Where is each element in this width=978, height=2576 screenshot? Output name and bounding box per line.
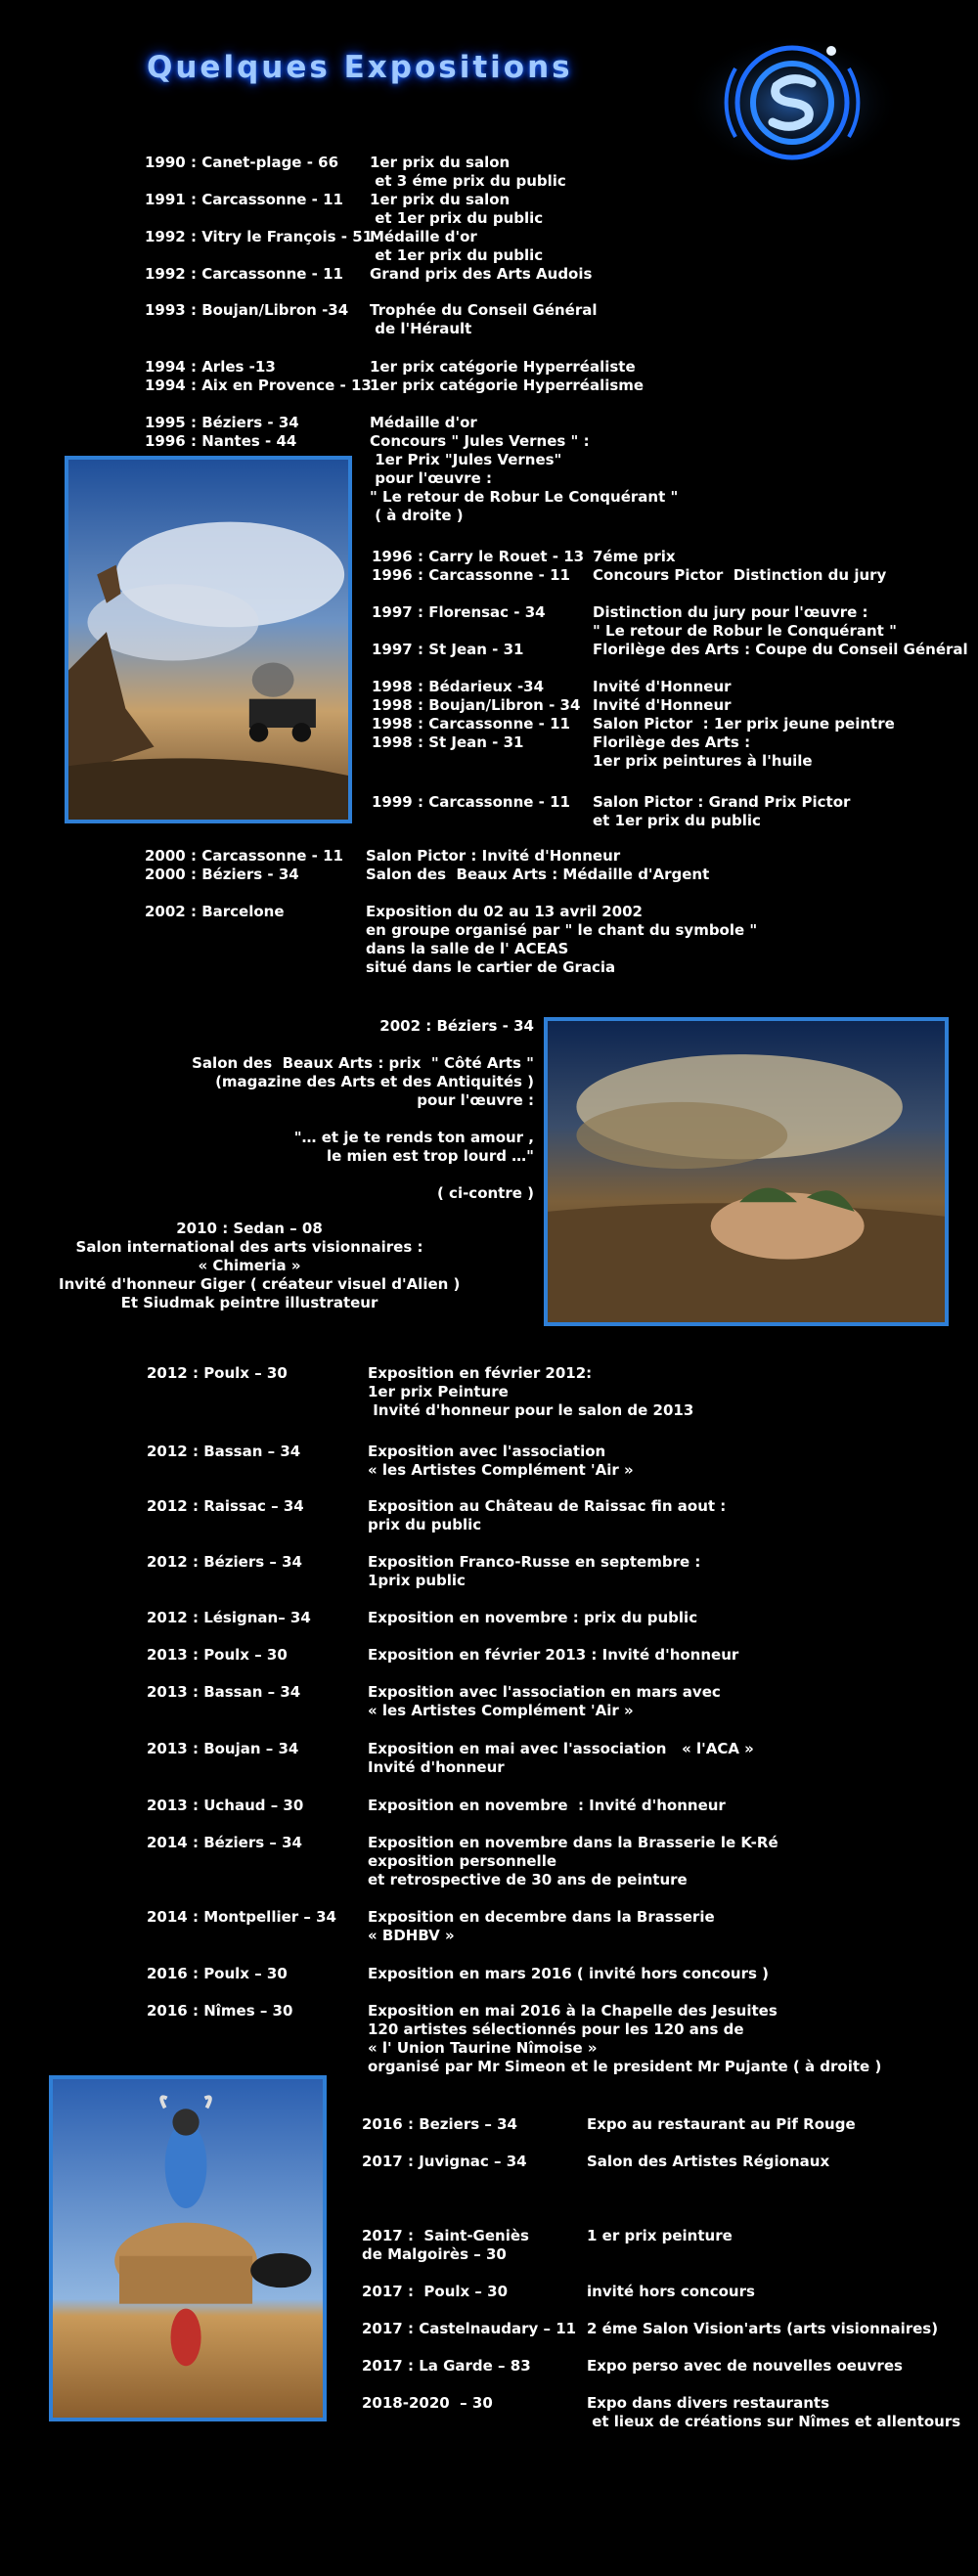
entry-place: 2013 : Bassan – 34 — [147, 1683, 301, 1701]
entry-place: 1998 : Bédarieux -34 — [372, 678, 545, 695]
entry-place: 2012 : Poulx – 30 — [147, 1364, 288, 1382]
entry-description: 1er prix du salon et 1er prix du public — [370, 191, 544, 227]
entry-description: Salon Pictor : 1er prix jeune peintre — [593, 715, 895, 733]
painting-je-te-rends-ton-amour — [544, 1017, 949, 1326]
entry-description: Concours " Jules Vernes " : 1er Prix "Jules Vernes" pour l'œuvre : " Le retour de Robur Le Conquérant " ( à droite ) — [370, 432, 679, 524]
entry-place: 1990 : Canet-plage - 66 — [145, 154, 339, 171]
entry-description: Exposition en novembre dans la Brasserie le K-Ré exposition personnelle et retrospective de 30 ans de peinture — [368, 1834, 778, 1888]
entry-place: 1995 : Béziers - 34 — [145, 414, 299, 431]
entry-description: 1er prix catégorie Hyperréaliste — [370, 358, 636, 376]
entry-description: Concours Pictor Distinction du jury — [593, 566, 887, 584]
entry-place: 2017 : Juvignac – 34 — [362, 2153, 527, 2170]
entry-description: Expo perso avec de nouvelles oeuvres — [587, 2357, 903, 2375]
entry-description: Invité d'Honneur — [593, 696, 732, 714]
entry-description: Exposition en decembre dans la Brasserie « BDHBV » — [368, 1908, 715, 1944]
entry-place: 2012 : Béziers – 34 — [147, 1553, 302, 1571]
entry-description: Expo au restaurant au Pif Rouge — [587, 2115, 856, 2133]
entry-place: 1998 : St Jean - 31 — [372, 733, 524, 751]
entry-description: Exposition en mai avec l'association « l'ACA » Invité d'honneur — [368, 1740, 754, 1776]
page-title: Quelques Expositions — [147, 50, 573, 85]
logo-icon — [675, 29, 900, 176]
entry-description: Expo dans divers restaurants et lieux de créations sur Nîmes et allentours — [587, 2394, 961, 2430]
entry-description: Exposition en février 2012: 1er prix Peinture Invité d'honneur pour le salon de 2013 — [368, 1364, 694, 1419]
entry-description: Exposition avec l'association en mars avec « les Artistes Complément 'Air » — [368, 1683, 721, 1719]
entry-place: 1993 : Boujan/Libron -34 — [145, 301, 349, 319]
entry-description: Distinction du jury pour l'œuvre : " Le retour de Robur le Conquérant " — [593, 603, 897, 640]
entry-place: 1994 : Aix en Provence - 13 — [145, 377, 372, 394]
entry-description: Médaille d'or — [370, 414, 477, 431]
entry-place: 2012 : Lésignan– 34 — [147, 1609, 311, 1626]
entry-place: 2017 : La Garde – 83 — [362, 2357, 531, 2375]
entry-description: Exposition Franco-Russe en septembre : 1prix public — [368, 1553, 701, 1589]
entry-place: 2017 : Castelnaudary – 11 — [362, 2320, 577, 2337]
entry-description: Florilège des Arts : 1er prix peintures à l'huile — [593, 733, 813, 770]
entry-description: Grand prix des Arts Audois — [370, 265, 593, 283]
entry-description: Salon des Beaux Arts : Médaille d'Argent — [366, 866, 710, 883]
entry-place: 2012 : Bassan – 34 — [147, 1443, 301, 1460]
entry-place: 2013 : Boujan – 34 — [147, 1740, 299, 1757]
entry-description: Exposition en novembre : Invité d'honneur — [368, 1797, 726, 1814]
entry-place: 2014 : Montpellier – 34 — [147, 1908, 336, 1926]
entry-description: Exposition en février 2013 : Invité d'honneur — [368, 1646, 739, 1664]
entry-place: 1999 : Carcassonne - 11 — [372, 793, 570, 811]
painting-union-taurine — [49, 2075, 327, 2421]
entry-place: 2013 : Uchaud – 30 — [147, 1797, 304, 1814]
entry-place: 2014 : Béziers – 34 — [147, 1834, 302, 1851]
entry-description: 1er prix catégorie Hyperréalisme — [370, 377, 645, 394]
entry-place: 2016 : Poulx – 30 — [147, 1965, 288, 1982]
entry-place: 1994 : Arles -13 — [145, 358, 276, 376]
entry-place: 2016 : Beziers – 34 — [362, 2115, 517, 2133]
entry-place: 2018-2020 – 30 — [362, 2394, 493, 2412]
entry-place: 2002 : Barcelone — [145, 903, 285, 920]
entry-place: 2012 : Raissac – 34 — [147, 1497, 304, 1515]
entry-description: Trophée du Conseil Général de l'Hérault — [370, 301, 598, 337]
entry-place: 1996 : Nantes - 44 — [145, 432, 297, 450]
entry-place: 2017 : Saint-Geniès de Malgoirès – 30 — [362, 2227, 529, 2263]
entry-description: Exposition en mars 2016 ( invité hors concours ) — [368, 1965, 769, 1982]
entry-place: 2000 : Carcassonne - 11 — [145, 847, 343, 865]
entry-place: 1996 : Carry le Rouet - 13 — [372, 548, 585, 565]
entry-place: 1992 : Carcassonne - 11 — [145, 265, 343, 283]
entry-description: Invité d'Honneur — [593, 678, 732, 695]
entry-place: 1996 : Carcassonne - 11 — [372, 566, 570, 584]
entry-description: 7éme prix — [593, 548, 676, 565]
entry-place: 2017 : Poulx – 30 — [362, 2283, 509, 2300]
entry-description: Exposition au Château de Raissac fin aout : prix du public — [368, 1497, 727, 1533]
entry-place: 2016 : Nîmes – 30 — [147, 2002, 293, 2020]
entry-place: 1998 : Carcassonne - 11 — [372, 715, 570, 733]
entry-description: Salon Pictor : Grand Prix Pictor et 1er prix du public — [593, 793, 851, 829]
entry-description: Salon des Artistes Régionaux — [587, 2153, 830, 2170]
block-2010-text: 2010 : Sedan – 08 Salon international des arts visionnaires : « Chimeria » Invité d'honneur Giger ( créateur visuel d'Alien ) Et Siudmak peintre illustrateur — [59, 1220, 461, 1311]
entry-place: 2013 : Poulx – 30 — [147, 1646, 288, 1664]
entry-description: Médaille d'or et 1er prix du public — [370, 228, 544, 264]
entry-place: 1991 : Carcassonne - 11 — [145, 191, 343, 208]
painting-robur-le-conquerant — [65, 456, 352, 823]
entry-description: 1 er prix peinture — [587, 2227, 733, 2244]
entry-description: Salon Pictor : Invité d'Honneur — [366, 847, 621, 865]
entry-description: Exposition en novembre : prix du public — [368, 1609, 698, 1626]
entry-place: 2000 : Béziers - 34 — [145, 866, 299, 883]
entry-description: Exposition avec l'association « les Artistes Complément 'Air » — [368, 1443, 634, 1479]
entry-place: 1992 : Vitry le François - 51 — [145, 228, 374, 245]
entry-place: 1997 : St Jean - 31 — [372, 641, 524, 658]
entry-description: invité hors concours — [587, 2283, 755, 2300]
entry-description: 1er prix du salon et 3 éme prix du public — [370, 154, 566, 190]
entry-place: 1997 : Florensac - 34 — [372, 603, 546, 621]
entry-place: 1998 : Boujan/Libron - 34 — [372, 696, 581, 714]
entry-description: Exposition en mai 2016 à la Chapelle des Jesuites 120 artistes sélectionnés pour les 120 ans de « l' Union Taurine Nîmoise » organisé par Mr Simeon et le president Mr Pujante ( à droite ) — [368, 2002, 882, 2075]
entry-description: Exposition du 02 au 13 avril 2002 en groupe organisé par " le chant du symbole " dans la salle de l' ACEAS situé dans le cartier de Gracia — [366, 903, 758, 976]
block-2002-heading: 2002 : Béziers - 34 — [379, 1017, 534, 1035]
entry-description: Florilège des Arts : Coupe du Conseil Général — [593, 641, 968, 658]
entry-description: 2 éme Salon Vision'arts (arts visionnaires) — [587, 2320, 939, 2337]
block-2002-text: Salon des Beaux Arts : prix " Côté Arts " (magazine des Arts et des Antiquités ) pour l'œuvre : "… et je te rends ton amour , le mien est trop lourd …" ( ci-contre ) — [192, 1054, 534, 1202]
